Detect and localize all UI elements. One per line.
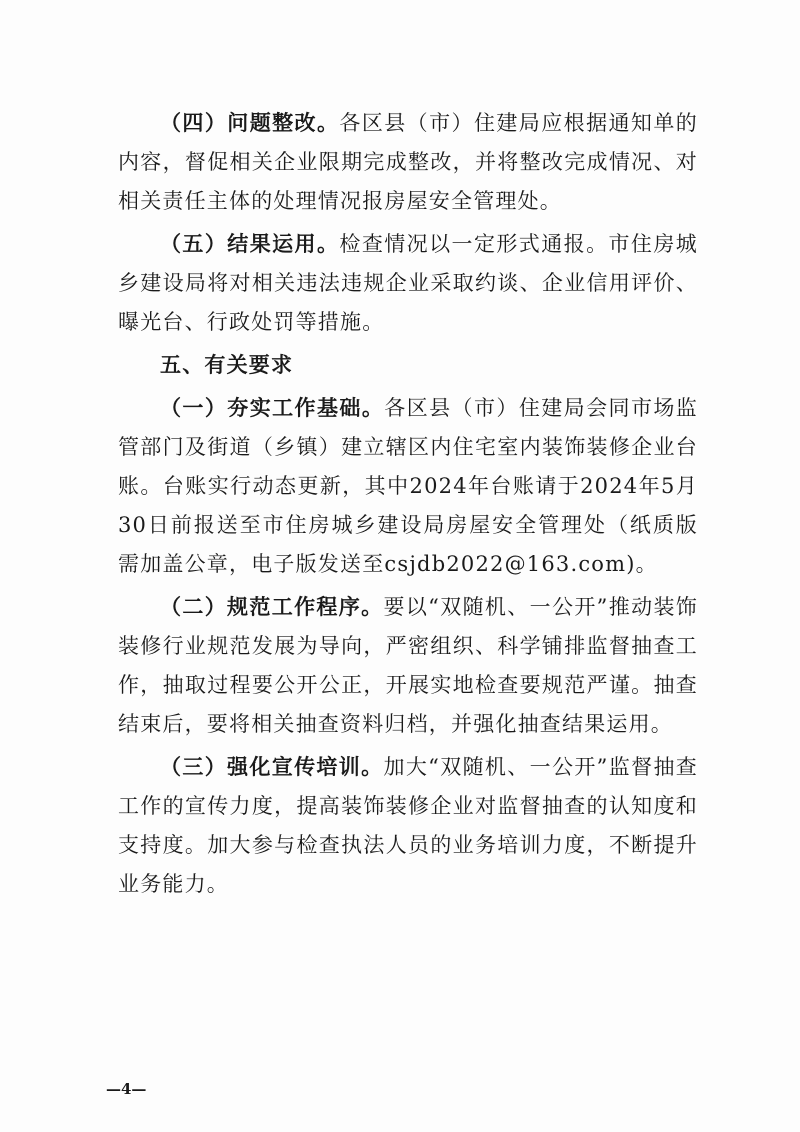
- paragraph-text: 各区县（市）住建局应根据通知单的内容，督促相关企业限期完成整改，并将整改完成情况、对相关责任主体的处理情况报房屋安全管理处。: [118, 111, 698, 213]
- paragraph-result-application: [118, 225, 698, 342]
- requirement-lead: （二）规范工作程序。: [160, 595, 384, 619]
- requirement-lead: （三）强化宣传培训。: [160, 755, 384, 779]
- paragraph-rectification: [118, 104, 698, 221]
- paragraph-lead: （四）问题整改。: [160, 111, 340, 135]
- requirement-foundation: [118, 389, 698, 584]
- requirement-text: 要以“双随机、一公开”推动装饰装修行业规范发展为导向，严密组织、科学铺排监督抽查工作，抽取过程要公开公正，开展实地检查要规范严谨。抽查结束后，要将相关抽查资料归档，并强化抽查结果运用。: [118, 595, 698, 736]
- page-number: —4—: [106, 1080, 147, 1098]
- requirement-procedure: [118, 588, 698, 744]
- requirement-text: 各区县（市）住建局会同市场监管部门及街道（乡镇）建立辖区内住宅室内装饰装修企业台账。台账实行动态更新，其中2024年台账请于2024年5月30日前报送至市住房城乡建设局房屋安全管理处（纸质版需加盖公章，电子版发送至csjdb2022@163.com)。: [118, 396, 698, 576]
- requirement-lead: （一）夯实工作基础。: [160, 396, 385, 420]
- paragraph-text: 检查情况以一定形式通报。市住房城乡建设局将对相关违法违规企业采取约谈、企业信用评价、曝光台、行政处罚等措施。: [118, 232, 698, 334]
- document-body: [118, 104, 698, 908]
- requirement-training: [118, 748, 698, 904]
- requirement-text: 加大“双随机、一公开”监督抽查工作的宣传力度，提高装饰装修企业对监督抽查的认知度和支持度。加大参与检查执法人员的业务培训力度，不断提升业务能力。: [118, 755, 698, 896]
- paragraph-lead: （五）结果运用。: [160, 232, 340, 256]
- section-heading: 五、有关要求: [160, 353, 294, 377]
